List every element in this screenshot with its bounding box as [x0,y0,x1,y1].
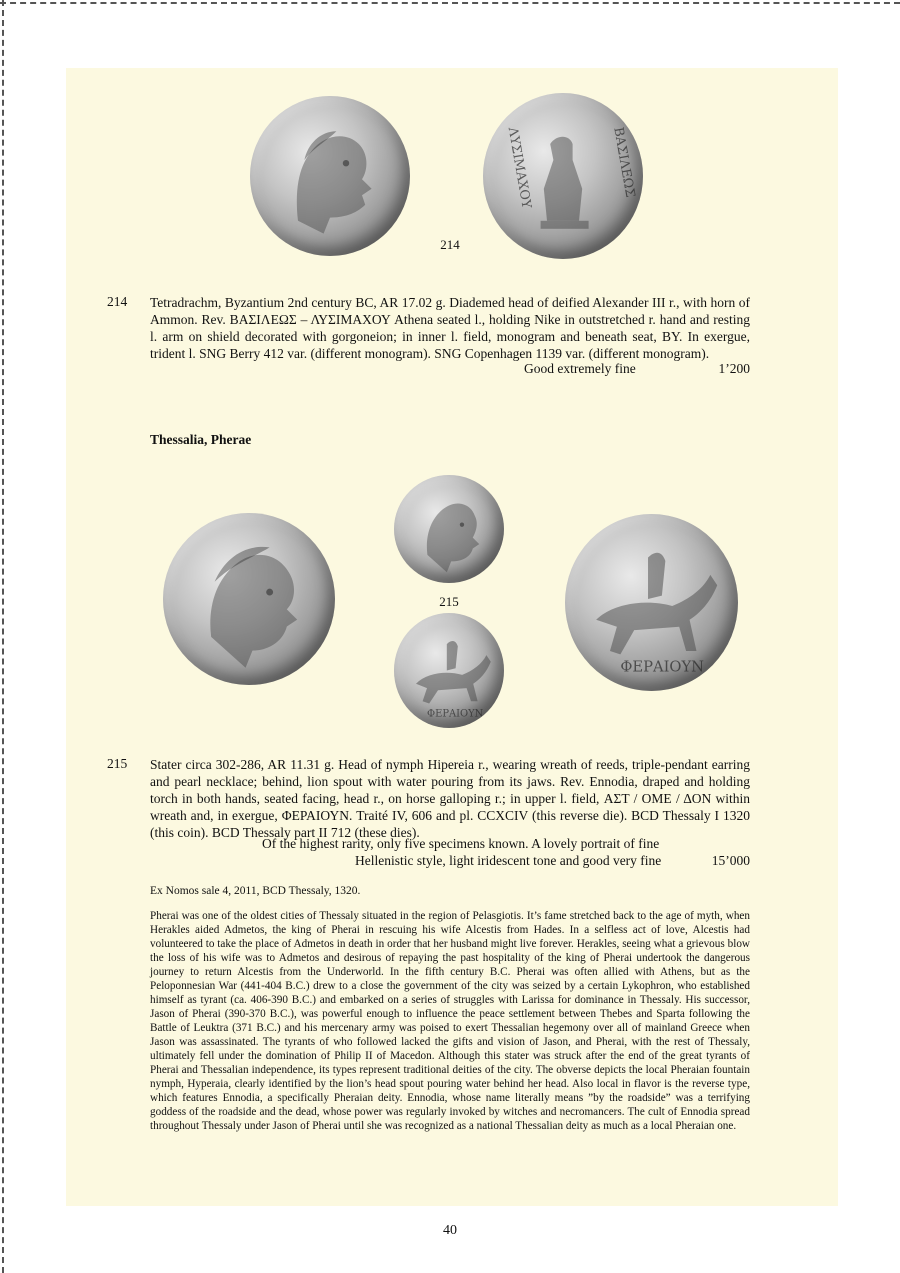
svg-text:ΛΥΣΙΜΑΧΟΥ: ΛΥΣΙΜΑΧΟΥ [504,126,534,210]
page-number: 40 [443,1223,457,1238]
figure-label-215: 215 [439,594,459,609]
section-heading: Thessalia, Pherae [150,432,252,447]
lot-remark-215-line2: Hellenistic style, light iridescent tone and good very fine [355,853,662,868]
svg-text:ΦΕΡΑΙΟΥΝ: ΦΕΡΑΙΟΥΝ [427,708,484,720]
svg-text:ΒΑΣΙΛΕΩΣ: ΒΑΣΙΛΕΩΣ [610,126,638,199]
lot-grade-214: Good extremely fine [524,361,636,376]
coin-215-obverse-small [394,475,504,583]
lot-remark-215-line1: Of the highest rarity, only five specimens known. A lovely portrait of fine [262,836,660,851]
coin-214-reverse [483,93,643,259]
coin-215-reverse-small [394,613,504,728]
lot-estimate-215: 15’000 [711,853,750,868]
lot-description-214: Tetradrachm, Byzantium 2nd century BC, AR 17.02 g. Diademed head of deified Alexander III r., with horn of Ammon. Rev. ΒΑΣΙΛΕΩΣ – ΛΥΣΙΜΑΧΟΥ Athena seated l., holding Nike in outstretched r. hand and resting l. arm on shield decorated with gorgoneion; in inner l. field, monogram and beneath seat, BY. In exergue, trident l. SNG Berry 412 var. (different monogram). SNG Copenhagen 1139 var. (different monogram). [150,295,750,361]
lot-number-215: 215 [107,756,128,771]
coin-215-reverse-large [565,514,738,691]
crop-mark-top [0,2,900,4]
lot-description-215: Stater circa 302-286, AR 11.31 g. Head of nymph Hipereia r., wearing wreath of reeds, triple-pendant earring and pearl necklace; behind, lion spout with water pouring from its jaws. Rev. Ennodia, draped and holding torch in both hands, seated facing, head r., on horse galloping r.; in upper l. field, ΑΣΤ / ΟΜΕ / ΔΟΝ within wreath and, in exergue, ΦΕΡΑΙΟΥΝ. Traité IV, 606 and pl. CCXCIV (this reverse die). BCD Thessaly I 1320 (this coin). BCD Thessaly part II 712 (these dies). [150,757,750,840]
svg-text:ΦΕΡΑΙΟΥΝ: ΦΕΡΑΙΟΥΝ [620,658,705,676]
crop-mark-left [2,0,4,1273]
lot-number-214: 214 [107,294,128,309]
provenance-215: Ex Nomos sale 4, 2011, BCD Thessaly, 1320. [150,885,361,897]
figure-label-214: 214 [440,237,460,252]
historical-essay-215: Pherai was one of the oldest cities of Thessaly situated in the region of Pelasgiotis. It’s fame stretched back to the age of myth, when Herakles aided Admetos, the king of Pherai in rescuing his wife Alcestis from Hades. In a selfless act of love, Alcestis had volunteered to take the place of Admetos in death in order that her husband might live forever. Herakles, seeing what a grievous blow the loss of his wife was to Admetos and desirous of repaying the past hospitality of the king of Pherai undertook the dangerous journey to return Alcestis from the Underworld. In the fifth century B.C. Pherai was often allied with Athens, but as the Peloponnesian War (441-404 B.C.) drew to a close the government of the city was seized by a certain Lykophron, who established himself as tyrant (ca. 406-390 B.C.) and embarked on a series of struggles with Larissa for dominance in Thessaly. His successor, Jason of Pherai (390-370 B.C.), was powerful enough to influence the peace settlement between Thebes and Sparta following the Battle of Leuktra (371 B.C.) and his mercenary army was poised to exert Thessalian hegemony over all of mainland Greece when Jason was assassinated. The tyrants of who followed lacked the gifts and vision of Jason, and Pherai, with the rest of Thessaly, ultimately fell under the domination of Philip II of Macedon. Although this stater was struck after the end of the great tyrants of Pherai and Thessalian independence, its types represent traditional deities of the city. The obverse depicts the local Pheraian fountain nymph, Hyperaia, clearly identified by the lion’s head spout pouring water behind her head. Also local in flavor is the reverse type, which features Ennodia, a specifically Pheraian deity. Ennodia, whose name literally means ”by the roadside” was a terrifying goddess of the roadside and the dead, whose power was regularly invoked by witches and necromancers. The cult of Ennodia spread throughout Thessaly under Jason of Pherai until she was recognized as a national Thessalian deity as much as a local Pheraian one. [150,910,750,1132]
coin-214-obverse [250,96,410,256]
lot-estimate-214: 1’200 [718,361,750,376]
coin-215-obverse-large [163,513,335,685]
